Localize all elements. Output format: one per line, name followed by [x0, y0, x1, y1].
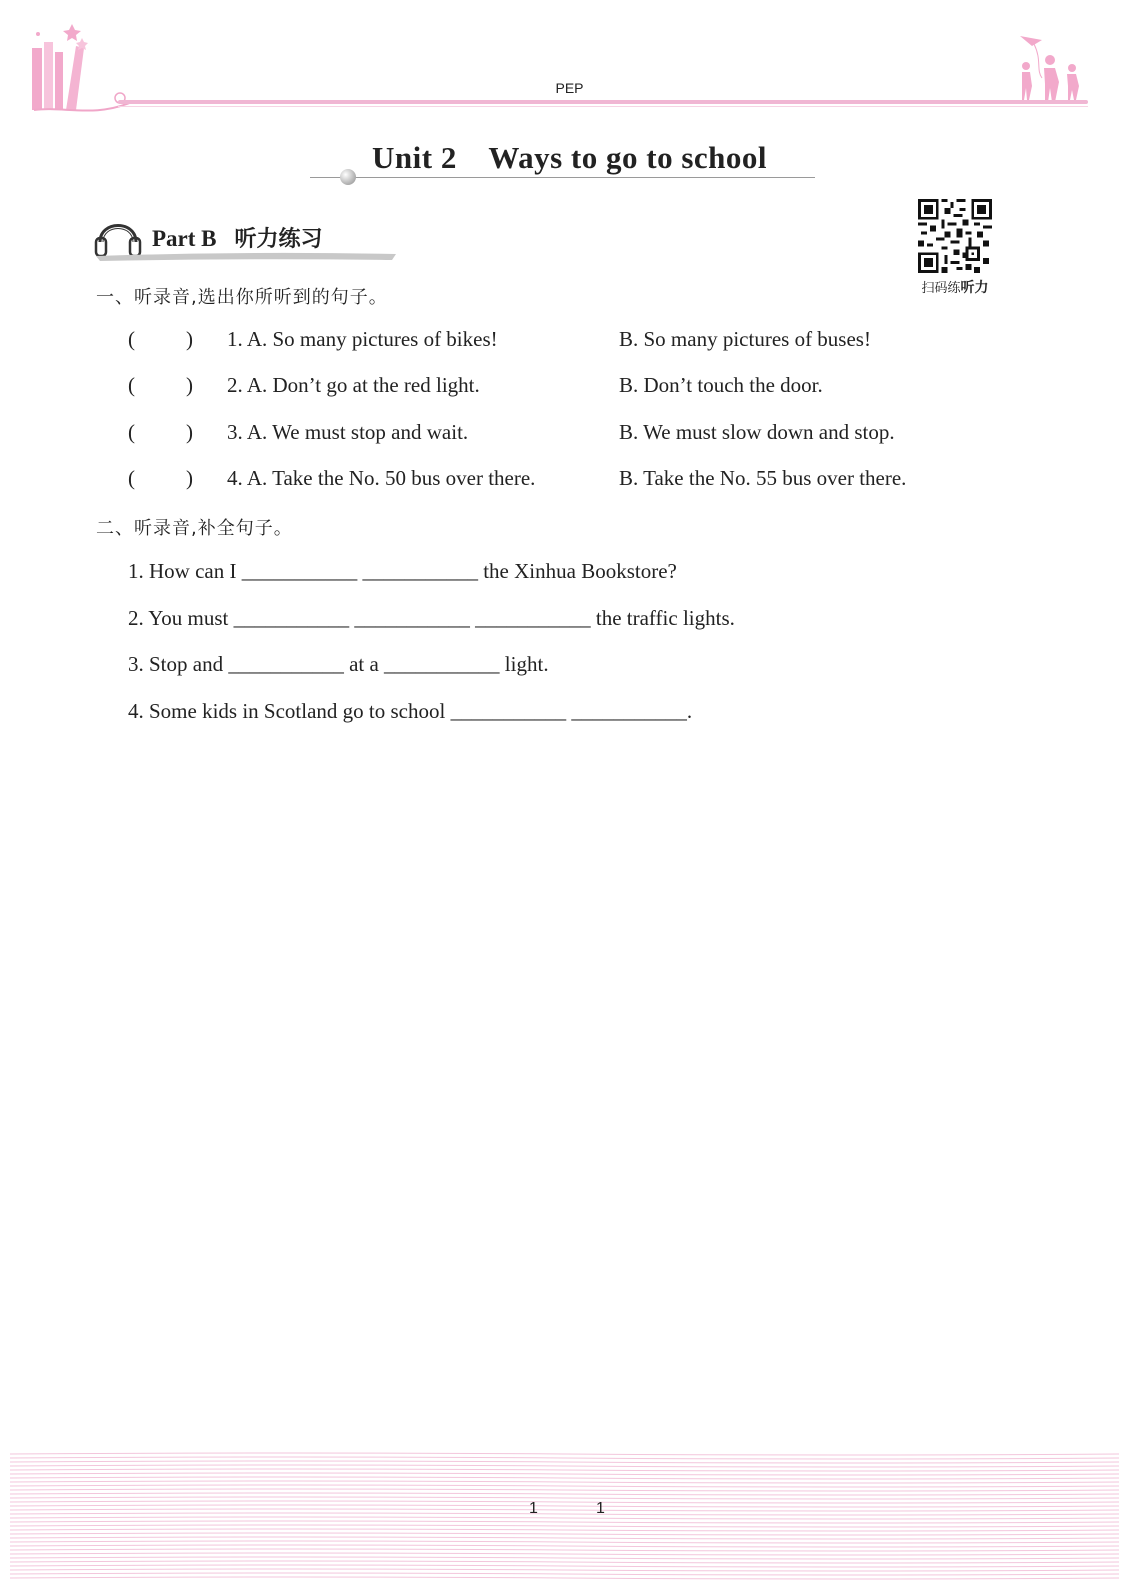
part-underline-brush: [96, 250, 396, 262]
answer-paren-close: ): [186, 373, 193, 397]
header-label: PEP: [555, 80, 584, 96]
footer-line: [10, 1509, 1119, 1511]
part-label-cn: 听力练习: [234, 227, 323, 252]
answer-paren-close: ): [186, 420, 193, 444]
title-underline: [310, 177, 815, 178]
footer-line: [10, 1561, 1119, 1563]
footer-line: [10, 1453, 1119, 1455]
question-row: [128, 466, 1028, 496]
answer-paren-open[interactable]: (: [128, 327, 135, 351]
footer-line: [10, 1461, 1119, 1463]
footer-line: [10, 1573, 1119, 1575]
title-bullet-icon: [340, 169, 356, 185]
footer-line: [10, 1501, 1119, 1503]
footer-line: [10, 1469, 1119, 1471]
option-b: B. We must slow down and stop.: [619, 420, 895, 444]
footer-lined-band: [10, 1450, 1119, 1582]
footer-line: [10, 1493, 1119, 1495]
footer-line: [10, 1557, 1119, 1559]
footer-line: [10, 1505, 1119, 1507]
footer-line: [10, 1545, 1119, 1547]
footer-line: [10, 1529, 1119, 1531]
footer-line: [10, 1477, 1119, 1479]
footer-line: [10, 1553, 1119, 1555]
footer-line: [10, 1569, 1119, 1571]
fill-in-item[interactable]: 2. You must ___________ ___________ ___________ the traffic lights.: [128, 606, 735, 630]
page-number-right: 1: [596, 1500, 605, 1517]
footer-line: [10, 1489, 1119, 1491]
answer-paren-close: ): [186, 327, 193, 351]
footer-line: [10, 1537, 1119, 1539]
section-1-title: 一、听录音,选出你所听到的句子。: [96, 287, 388, 308]
option-a: 4. A. Take the No. 50 bus over there.: [227, 466, 536, 490]
answer-paren-open[interactable]: (: [128, 373, 135, 397]
footer-line: [10, 1457, 1119, 1459]
footer-line: [10, 1565, 1119, 1567]
footer-line: [10, 1497, 1119, 1499]
fill-in-item[interactable]: 4. Some kids in Scotland go to school ___________ ___________.: [128, 699, 693, 723]
answer-paren-close: ): [186, 466, 193, 490]
fill-in-item[interactable]: 3. Stop and ___________ at a ___________ light.: [128, 652, 549, 676]
answer-paren-open[interactable]: (: [128, 466, 135, 490]
option-a: 2. A. Don’t go at the red light.: [227, 373, 480, 397]
footer-line: [10, 1465, 1119, 1467]
qr-caption-small: 扫码练: [921, 281, 961, 296]
footer-line: [10, 1513, 1119, 1515]
question-row: [128, 373, 1028, 403]
footer-line: [10, 1549, 1119, 1551]
option-a: 1. A. So many pictures of bikes!: [227, 327, 498, 351]
part-heading: [152, 222, 323, 253]
fill-in-item[interactable]: 1. How can I ___________ ___________ the Xinhua Bookstore?: [128, 559, 677, 583]
qr-caption-bold: 听力: [960, 280, 989, 296]
footer-line: [10, 1577, 1119, 1579]
footer-line: [10, 1517, 1119, 1519]
footer-line: [10, 1521, 1119, 1523]
option-b: B. So many pictures of buses!: [619, 327, 871, 351]
footer-line: [10, 1525, 1119, 1527]
page-number-left: 1: [529, 1500, 538, 1517]
header-rule: [118, 100, 1088, 104]
footer-line: [10, 1485, 1119, 1487]
qr-caption: [900, 277, 1010, 297]
footer-line: [10, 1541, 1119, 1543]
footer-line: [10, 1481, 1119, 1483]
option-b: B. Take the No. 55 bus over there.: [619, 466, 907, 490]
qr-code[interactable]: [918, 199, 992, 273]
option-a: 3. A. We must stop and wait.: [227, 420, 469, 444]
section-2-title: 二、听录音,补全句子。: [96, 518, 293, 539]
question-row: [128, 420, 1028, 450]
option-b: B. Don’t touch the door.: [619, 373, 823, 397]
part-label: Part B: [152, 226, 217, 251]
header-rule-thin: [118, 106, 1088, 107]
footer-line: [10, 1473, 1119, 1475]
question-row: [128, 327, 1028, 357]
page-title: Unit 2 Ways to go to school: [372, 140, 767, 175]
answer-paren-open[interactable]: (: [128, 420, 135, 444]
footer-line: [10, 1533, 1119, 1535]
